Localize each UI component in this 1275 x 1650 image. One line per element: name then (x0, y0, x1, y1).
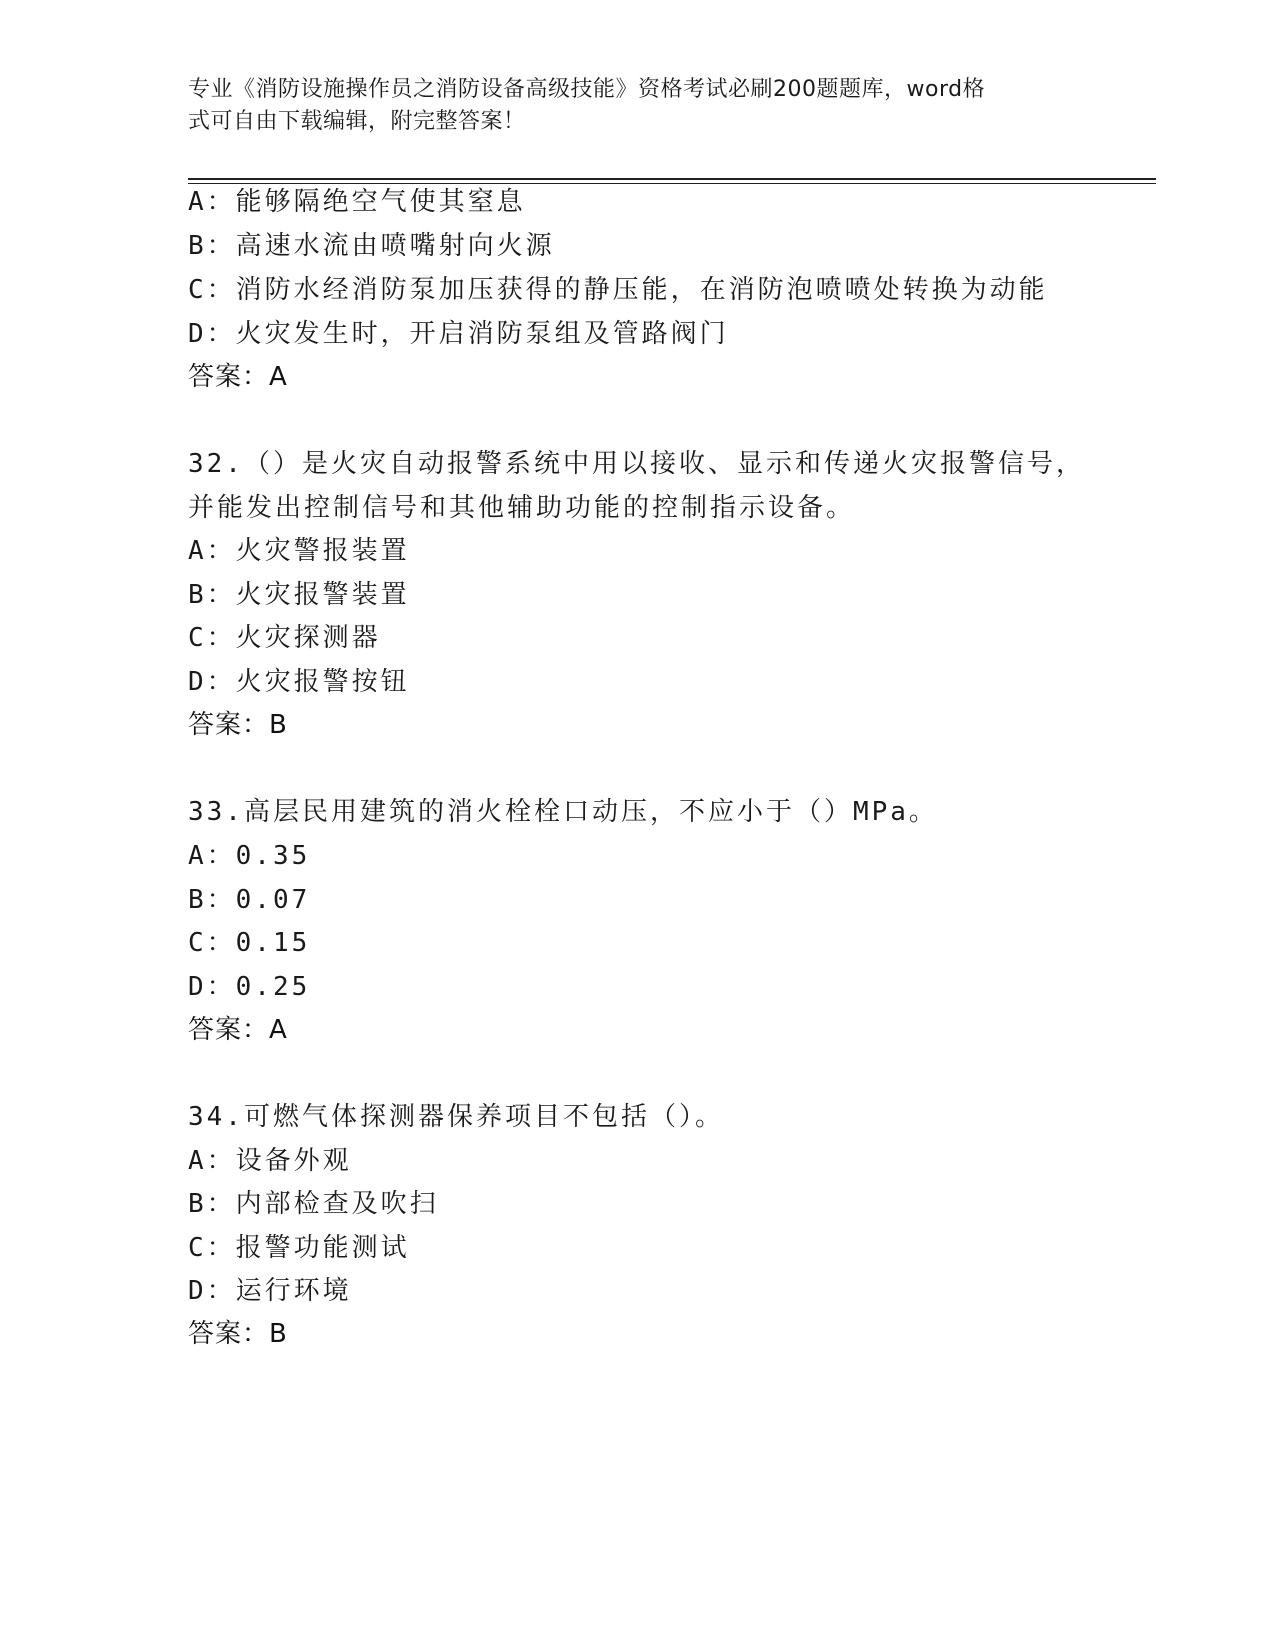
header-rule-thick (188, 178, 1156, 180)
q33-question-line-1: 33.高层民用建筑的消火栓栓口动压，不应小于（）MPa。 (188, 797, 938, 827)
q31-option-d: D：火灾发生时，开启消防泵组及管路阀门 (188, 319, 729, 349)
q34-option-c: C：报警功能测试 (188, 1233, 410, 1263)
q34-question-line-1: 34.可燃气体探测器保养项目不包括（）。 (188, 1102, 724, 1132)
q31-option-a: A：能够隔绝空气使其窒息 (188, 187, 526, 217)
q33-answer: 答案：A (188, 1015, 288, 1045)
q32-option-d: D：火灾报警按钮 (188, 667, 410, 697)
header-line-2: 式可自由下载编辑，附完整答案！ (188, 109, 526, 134)
q34-answer: 答案：B (188, 1319, 288, 1349)
q33-option-b: B：0.07 (188, 885, 311, 915)
q34-option-b: B：内部检查及吹扫 (188, 1189, 439, 1219)
header-line-1: 专业《消防设施操作员之消防设备高级技能》资格考试必刷200题题库，word格 (188, 77, 986, 102)
q32-option-c: C：火灾探测器 (188, 623, 381, 653)
q32-option-a: A：火灾警报装置 (188, 536, 410, 566)
document-header (188, 74, 1088, 138)
header-rule-thin (188, 183, 1156, 184)
q32-option-b: B：火灾报警装置 (188, 580, 410, 610)
q31-answer: 答案：A (188, 362, 288, 392)
q32-question-line-1: 32.（）是火灾自动报警系统中用以接收、显示和传递火灾报警信号， (188, 449, 1085, 479)
q31-option-c: C：消防水经消防泵加压获得的静压能，在消防泡喷喷处转换为动能 (188, 275, 1048, 305)
q34-option-d: D：运行环境 (188, 1276, 352, 1306)
q31-option-b: B：高速水流由喷嘴射向火源 (188, 231, 555, 261)
q34-option-a: A：设备外观 (188, 1146, 352, 1176)
q33-option-a: A：0.35 (188, 841, 311, 871)
q32-question-line-2: 并能发出控制信号和其他辅助功能的控制指示设备。 (188, 493, 856, 523)
q32-answer: 答案：B (188, 710, 288, 740)
q33-option-d: D：0.25 (188, 972, 311, 1002)
q33-option-c: C：0.15 (188, 928, 311, 958)
